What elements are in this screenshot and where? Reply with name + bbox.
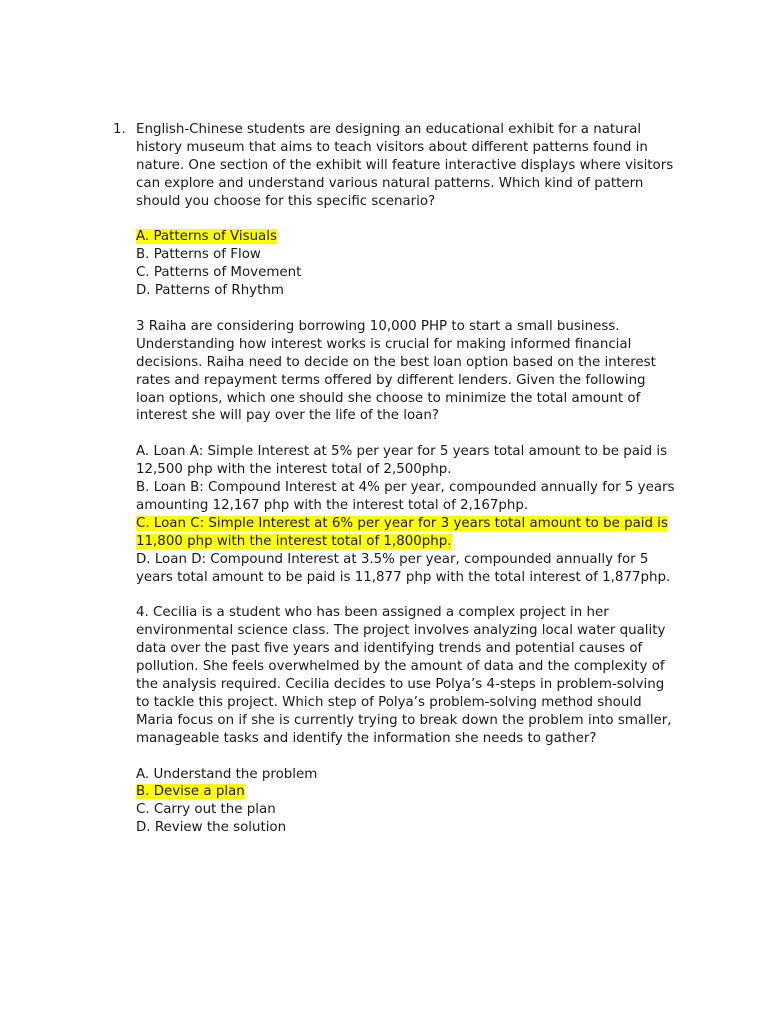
question-1-option-c: C. Patterns of Movement xyxy=(136,265,302,281)
question-3-option-a: A. Loan A: Simple Interest at 5% per year for 5 years total amount to be paid is 12,500 php with the interest total of 2,500php. xyxy=(136,444,668,478)
question-1-options xyxy=(136,228,676,300)
question-1-number: 1. xyxy=(113,122,126,137)
question-1-block xyxy=(136,121,676,211)
question-4-options xyxy=(136,766,676,838)
question-3-option-c xyxy=(136,515,676,551)
answer-highlight: B. Devise a plan xyxy=(136,784,245,800)
question-3-option-b: B. Loan B: Compound Interest at 4% per year, compounded annually for 5 years amounting 12,167 php with the interest total of 2,167php. xyxy=(136,480,675,513)
question-4-block xyxy=(136,604,676,747)
question-1-prompt: English-Chinese students are designing an educational exhibit for a natural history museum that aims to teach visitors about different patterns found in nature. One section of the exhibit will feature interactive displays where visitors can explore and understand various natural patterns. Which kind of pattern should you choose for this specific scenario? xyxy=(136,122,674,209)
question-4-option-d: D. Review the solution xyxy=(136,820,287,836)
answer-highlight: C. Loan C: Simple Interest at 6% per year for 3 years total amount to be paid is 11,800 php with the interest total of 1,800php. xyxy=(136,515,668,549)
question-1-option-a xyxy=(136,228,676,246)
question-4-prompt: 4. Cecilia is a student who has been assigned a complex project in her environmental science class. The project involves analyzing local water quality data over the past five years and identifying trends and potential causes of pollution. She feels overwhelmed by the amount of data and the complexity of the analysis required. Cecilia decides to use Polya’s 4-steps in problem-solving to tackle this project. Which step of Polya’s problem-solving method should Maria focus on if she is currently trying to break down the problem into smaller, manageable tasks and identify the information she needs to gather? xyxy=(136,605,672,746)
question-4-option-c: C. Carry out the plan xyxy=(136,802,276,818)
answer-highlight: A. Patterns of Visuals xyxy=(136,229,277,245)
question-1-option-b: B. Patterns of Flow xyxy=(136,247,261,263)
question-3-block xyxy=(136,318,676,425)
question-3-option-d: D. Loan D: Compound Interest at 3.5% per year, compounded annually for 5 years total amount to be paid is 11,877 php with the total interest of 1,877php. xyxy=(136,551,671,585)
question-3-options xyxy=(136,443,676,586)
question-1-option-d: D. Patterns of Rhythm xyxy=(136,283,284,299)
document-content xyxy=(113,121,676,855)
question-4-option-b xyxy=(136,783,676,801)
question-4-option-a: A. Understand the problem xyxy=(136,766,318,782)
question-3-prompt: 3 Raiha are considering borrowing 10,000 PHP to start a small business. Understanding how interest works is crucial for making informed financial decisions. Raiha need to decide on the best loan option based on the interest rates and repayment terms offered by different lenders. Given the following loan options, which one should she choose to minimize the total amount of interest she will pay over the life of the loan? xyxy=(136,318,656,424)
